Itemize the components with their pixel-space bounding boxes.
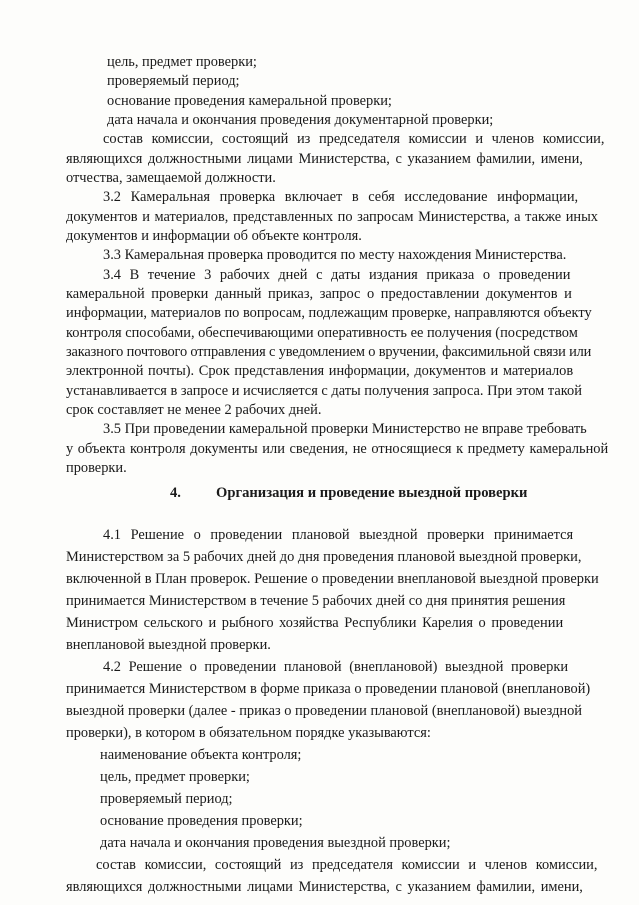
paragraph-line: принимается Министерством в форме приказа о проведении плановой (внеплановой) (66, 681, 591, 697)
list-item: дата начала и окончания проведения выездной проверки; (100, 835, 451, 851)
list-item: цель, предмет проверки; (107, 54, 257, 70)
paragraph-line: состав комиссии, состоящий из председателя комиссии и членов комиссии, (103, 131, 605, 147)
paragraph-line: 3.2 Камеральная проверка включает в себя исследование информации, (103, 189, 579, 205)
section-title: Организация и проведение выездной проверки (216, 485, 528, 501)
paragraph-line: выездной проверки (далее - приказ о проведении плановой (внеплановой) выездной (66, 703, 583, 719)
list-item: проверяемый период; (100, 791, 233, 807)
paragraph-line: 3.4 В течение 3 рабочих дней с даты издания приказа о проведении (103, 267, 571, 283)
paragraph-line: электронной почты). Срок представления информации, документов и материалов (66, 363, 574, 379)
paragraph-line: отчества, замещаемой должности. (66, 170, 276, 186)
list-item: основание проведения камеральной проверки; (107, 93, 392, 109)
paragraph-line: устанавливается в запросе и исчисляется с даты получения запроса. При этом такой (66, 383, 582, 399)
list-item: цель, предмет проверки; (100, 769, 250, 785)
paragraph-line: камеральной проверки данный приказ, запрос о предоставлении документов и (66, 286, 572, 302)
paragraph-line: являющихся должностными лицами Министерства, с указанием фамилии, имени, (66, 879, 583, 895)
paragraph-line: у объекта контроля документы или сведения, не относящиеся к предмету камеральной (66, 441, 609, 457)
paragraph-line: проверки), в котором в обязательном порядке указываются: (66, 725, 431, 741)
list-item: основание проведения проверки; (100, 813, 303, 829)
paragraph-line: принимается Министерством в течение 5 рабочих дней со дня принятия решения (66, 593, 566, 609)
paragraph-line: внеплановой выездной проверки. (66, 637, 271, 653)
paragraph-line: документов и информации об объекте контроля. (66, 228, 362, 244)
paragraph-line: 3.3 Камеральная проверка проводится по месту нахождения Министерства. (103, 247, 567, 263)
paragraph-line: Министром сельского и рыбного хозяйства Республики Карелия о проведении (66, 615, 564, 631)
paragraph-line: включенной в План проверок. Решение о проведении внеплановой выездной проверки (66, 571, 599, 587)
paragraph-line: информации, материалов по вопросам, подлежащим проверке, направляются объекту (66, 305, 592, 321)
paragraph-line: состав комиссии, состоящий из председателя комиссии и членов комиссии, (96, 857, 598, 873)
list-item: наименование объекта контроля; (100, 747, 302, 763)
paragraph-line: 3.5 При проведении камеральной проверки Министерство не вправе требовать (103, 421, 587, 437)
paragraph-line: контроля способами, обеспечивающими оперативность ее получения (посредством (66, 325, 578, 341)
paragraph-line: документов и материалов, представленных по запросам Министерства, а также иных (66, 209, 598, 225)
list-item: дата начала и окончания проведения документарной проверки; (107, 112, 494, 128)
list-item: проверяемый период; (107, 73, 240, 89)
paragraph-line: 4.2 Решение о проведении плановой (внеплановой) выездной проверки (103, 659, 569, 675)
section-heading (170, 485, 527, 502)
paragraph-line: являющихся должностными лицами Министерства, с указанием фамилии, имени, (66, 151, 583, 167)
paragraph-line: проверки. (66, 460, 127, 476)
paragraph-line: срок составляет не менее 2 рабочих дней. (66, 402, 322, 418)
paragraph-line: 4.1 Решение о проведении плановой выездной проверки принимается (103, 527, 574, 543)
paragraph-line: заказного почтового отправления с уведомлением о вручении, факсимильной связи или (66, 344, 592, 360)
section-number: 4. (170, 485, 181, 501)
paragraph-line: Министерством за 5 рабочих дней до дня проведения плановой выездной проверки, (66, 549, 582, 565)
